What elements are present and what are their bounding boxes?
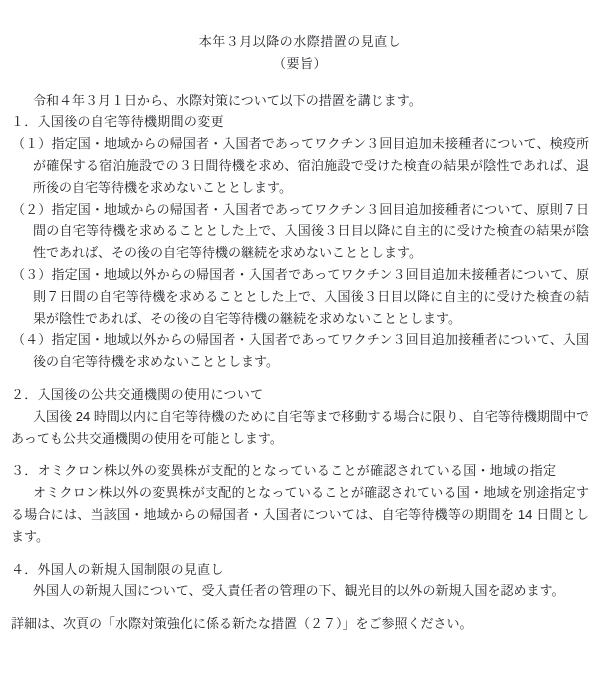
section-1-item-2: （２）指定国・地域からの帰国者・入国者であってワクチン３回目追加接種者について、原則７日間の自宅等待機を求めることとした上で、入国後３日目以降に自主的に受けた検査の結果が陰性であれば、その後の自宅等待機の継続を求めないこととします。 <box>12 201 589 261</box>
section-4-heading: ４．外国人の新規入国制限の見直し <box>11 561 224 577</box>
section-1-item-4: （４）指定国・地域以外からの帰国者・入国者であってワクチン３回目追加接種者について、入国後の自宅等待機を求めないこととします。 <box>12 332 589 370</box>
section-variant-designation <box>11 460 589 547</box>
document-subtitle: （要旨） <box>272 55 327 71</box>
section-new-entry <box>11 559 589 603</box>
section-home-quarantine <box>11 111 589 373</box>
section-4-body: 外国人の新規入国について、受入責任者の管理の下、観光目的以外の新規入国を認めます。 <box>33 583 565 599</box>
document-title: 本年３月以降の水際措置の見直し <box>198 34 402 49</box>
section-2-body: 入国後 24 時間以内に自宅等待機のために自宅等まで移動する場合に限り、自宅等待機期間中であっても公共交通機関の使用を可能とします。 <box>11 408 589 446</box>
section-3-heading: ３．オミクロン株以外の変異株が支配的となっていることが確認されている国・地域の指定 <box>11 463 557 479</box>
intro-paragraph: 令和４年３月１日から、水際対策について以下の措置を講じます。 <box>33 92 422 108</box>
title-block <box>11 31 589 75</box>
section-1-heading: １．入国後の自宅等待機期間の変更 <box>11 114 224 130</box>
section-3-body: オミクロン株以外の変異株が支配的となっていることが確認されている国・地域を別途指定する場合には、当該国・地域からの帰国者・入国者については、自宅等待機等の期間を 14 日間とします。 <box>11 485 589 544</box>
section-1-item-1: （１）指定国・地域からの帰国者・入国者であってワクチン３回目追加未接種者について、検疫所が確保する宿泊施設での３日間待機を求め、宿泊施設で受けた検査の結果が陰性であれば、退所後の自宅等待機を求めないこととします。 <box>12 136 589 195</box>
footer-reference-note: 詳細は、次頁の「水際対策強化に係る新たな措置（２７）」をご参照ください。 <box>11 616 473 632</box>
section-public-transport <box>11 384 589 449</box>
section-2-heading: ２．入国後の公共交通機関の使用について <box>11 386 264 402</box>
section-1-item-3: （３）指定国・地域以外からの帰国者・入国者であってワクチン３回目追加未接種者について、原則７日間の自宅等待機を求めることとした上で、入国後３日目以降に自主的に受けた検査の結果が陰性であれば、その後の自宅等待機の継続を求めないこととします。 <box>12 266 589 326</box>
